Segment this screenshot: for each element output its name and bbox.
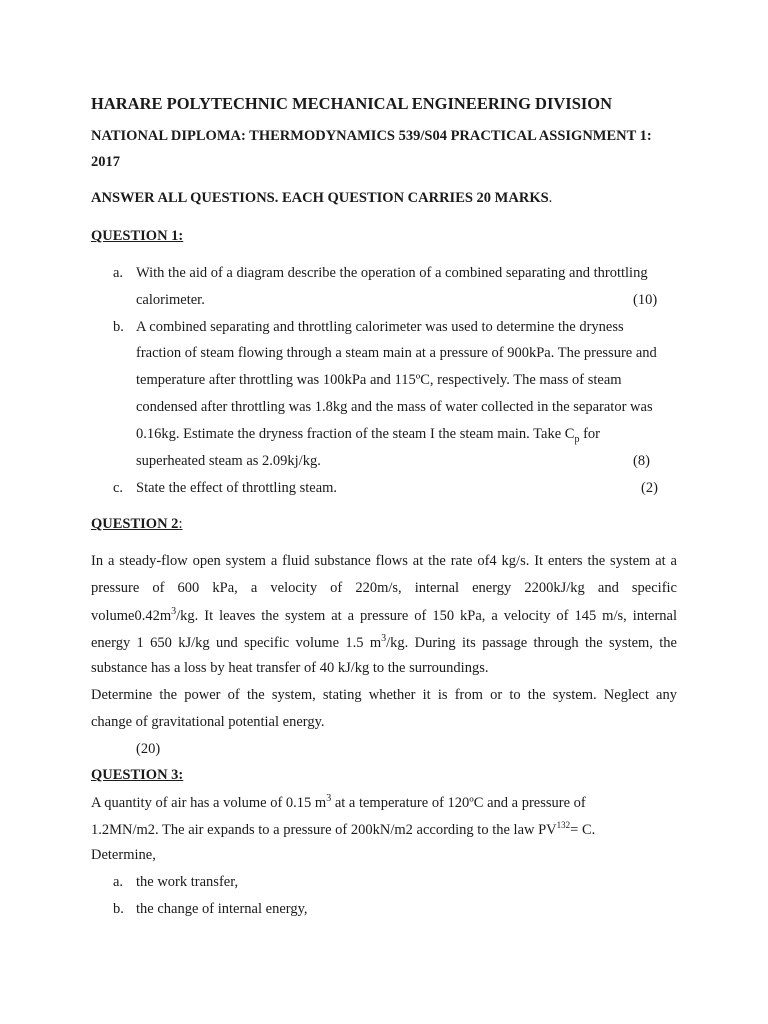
q2-line-5: substance has a loss by heat transfer of 40 kJ/kg to the surroundings. — [91, 660, 489, 676]
q2-line-3: $volume0.42m^3/kg$. It leaves the system at a pressure of 150 kPa, a velocity of 145 m/s, internal — [91, 606, 677, 624]
q3b-label: b. — [113, 901, 124, 917]
year-line: 2017 — [91, 154, 120, 170]
q1a-label: a. — [113, 265, 124, 281]
q3-line-1: A quantity of air has a volume of 0.15 $m^3$ at a temperature of 120ºC and a pressure of — [91, 793, 586, 811]
q2-line-7: change of gravitational potential energy. — [91, 714, 325, 730]
course-line: NATIONAL DIPLOMA: THERMODYNAMICS 539/S04 PRACTICAL ASSIGNMENT 1: — [91, 128, 652, 144]
q1a-line-1: With the aid of a diagram describe the operation of a combined separating and throttling — [136, 265, 648, 281]
question-2-heading: QUESTION 2: — [91, 516, 183, 532]
q3a-label: a. — [113, 874, 124, 890]
q2-line-1: In a steady-flow open system a fluid substance flows at the rate of4 kg/s. It enters the system at a — [91, 553, 677, 569]
q1a-marks: (10) — [633, 292, 658, 308]
q2-line-4: energy 1 650 kJ/kg und specific volume 1.5 $m^3/kg$. During its passage through the system, the — [91, 633, 677, 651]
question-1-heading: QUESTION 1: — [91, 228, 184, 244]
q1c-marks: (2) — [641, 480, 658, 496]
q1a-line-2: calorimeter. — [136, 292, 205, 308]
q1b-line-3: temperature after throttling was 100kPa and 115ºC, respectively. The mass of steam — [136, 372, 622, 388]
q1b-line-4: condensed after throttling was 1.8kg and the mass of water collected in the separator was — [136, 399, 653, 415]
q3-line-3: Determine, — [91, 847, 156, 863]
document-title: HARARE POLYTECHNIC MECHANICAL ENGINEERING DIVISION — [91, 94, 613, 113]
q1b-marks: (8) — [633, 453, 650, 469]
instruction-line: ANSWER ALL QUESTIONS. EACH QUESTION CARRIES 20 MARKS. — [91, 190, 553, 206]
q1b-label: b. — [113, 319, 124, 335]
question-3-heading: QUESTION 3: — [91, 767, 184, 783]
q1b-line-2: fraction of steam flowing through a steam main at a pressure of 900kPa. The pressure and — [136, 345, 657, 361]
q1b-line-1: A combined separating and throttling calorimeter was used to determine the dryness — [136, 319, 624, 335]
q2-line-2: pressure of 600 kPa, a velocity of 220m/s, internal energy 2200kJ/kg and specific — [91, 580, 677, 596]
q1c-line: State the effect of throttling steam. — [136, 480, 338, 496]
q2-marks: (20) — [136, 741, 161, 757]
q3b-text: the change of internal energy, — [136, 901, 308, 917]
q1b-line-5: 0.16kg. Estimate the dryness fraction of the steam I the steam main. Take $C_p$ for — [136, 426, 600, 445]
q1b-line-6: superheated steam as 2.09kj/kg. — [136, 453, 321, 469]
q2-line-6: Determine the power of the system, stating whether it is from or to the system. Neglect any — [91, 687, 677, 703]
q3a-text: the work transfer, — [136, 874, 239, 890]
q3-line-2: 1.2MN/m2. The air expands to a pressure of 200kN/m2 according to the law $PV^{132}= C$. — [91, 820, 596, 838]
q1c-label: c. — [113, 480, 124, 496]
